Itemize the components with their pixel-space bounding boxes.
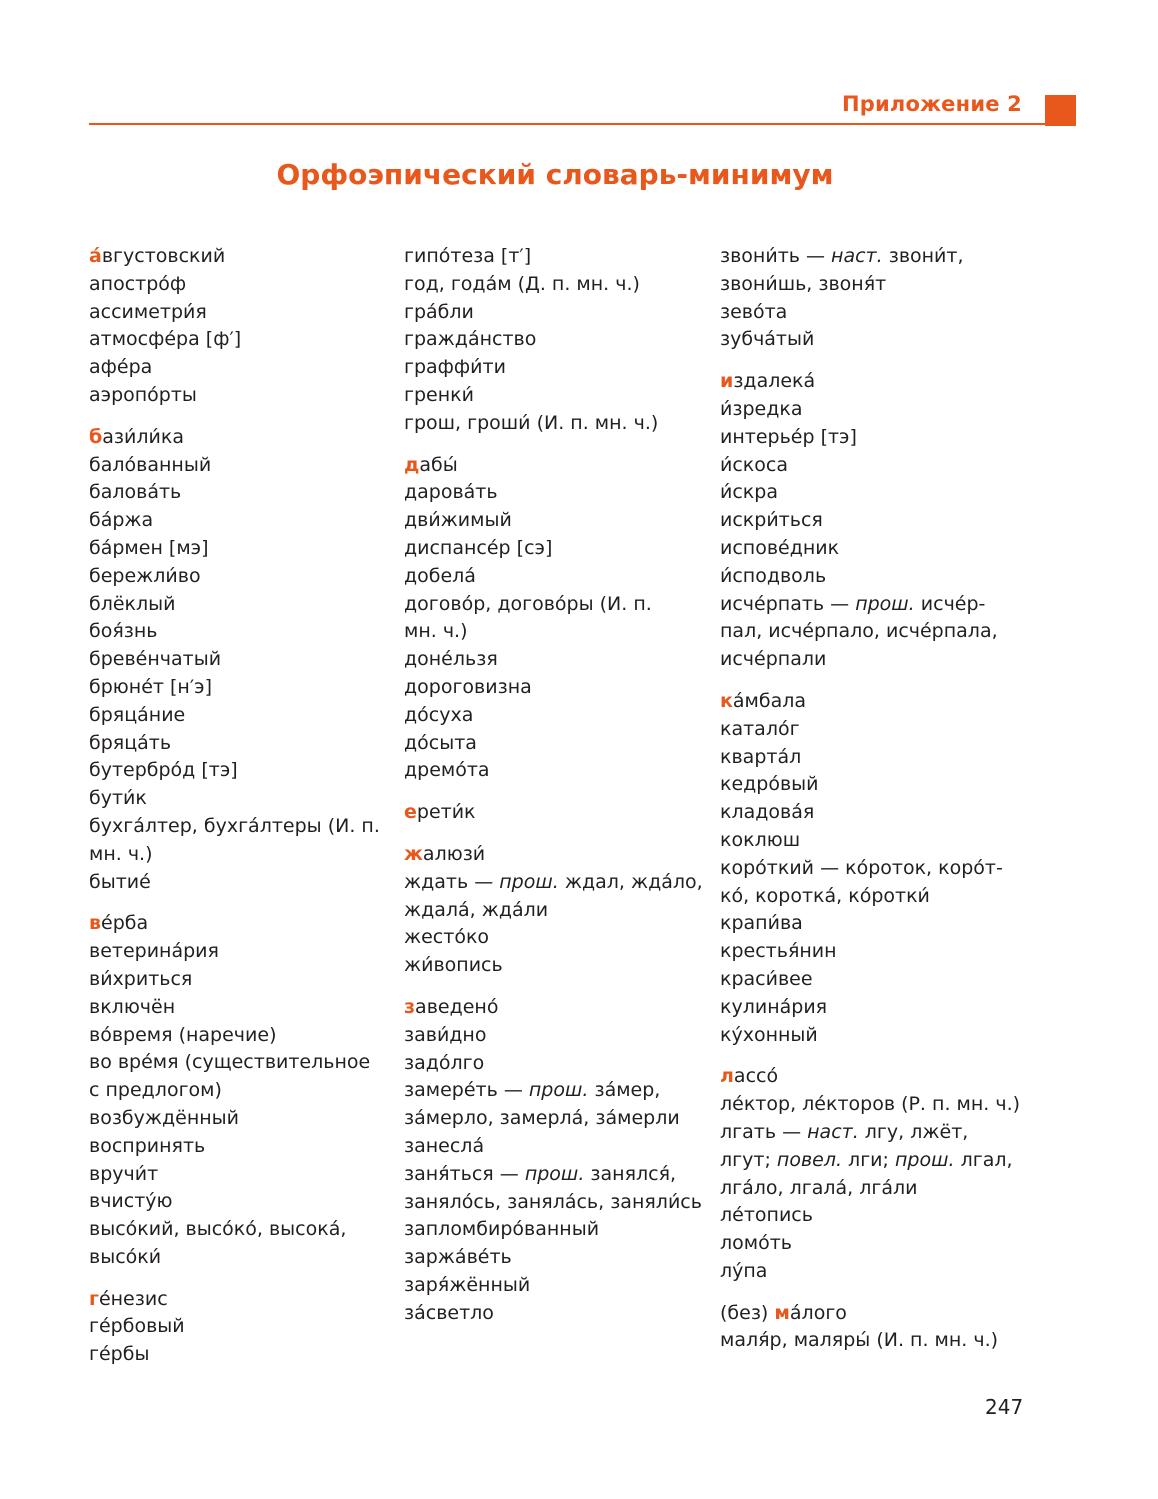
dictionary-entry [720,1202,1040,1230]
initial-letter: ж [404,842,423,865]
entry-text: вгустовский [101,245,226,267]
entry-text: возбуждённый [89,1106,240,1129]
entry-text: атмосфéра [ф′] [89,328,242,351]
dictionary-entry [89,841,409,869]
dictionary-entry [720,618,1040,646]
dictionary-entry [404,326,724,354]
entry-text: пал, исчéрпало, исчéрпала, [720,620,998,643]
dictionary-entry [720,271,1040,299]
dictionary-entry [404,591,724,619]
initial-letter: з [404,995,416,1018]
dictionary-entry [404,1050,724,1078]
entry-text: высóки́ [89,1245,162,1268]
letter-group [89,243,409,410]
dictionary-entry [89,1077,409,1105]
entry-text: звони́шь, звоня́т [720,272,887,295]
entry-text: ви́хриться [89,967,193,990]
dictionary-entry [720,507,1040,535]
entry-text: вóвремя (наречие) [89,1023,277,1046]
entry-text: каталóг [720,717,800,740]
dictionary-entry [89,1133,409,1161]
dictionary-entry [720,1300,1040,1328]
entry-text: кладовáя [720,801,815,824]
dictionary-entry [404,994,724,1022]
entry-text: заржáвéть [404,1246,512,1269]
dictionary-entry [720,535,1040,563]
dictionary-entry [89,1341,409,1369]
entry-text: ассó [733,1065,779,1088]
dictionary-entry [89,326,409,354]
dictionary-entry [89,299,409,327]
dictionary-entry [720,716,1040,744]
entry-text: гипóтеза [т′] [404,245,532,267]
entry-text: договóр, договóры (И. п. [404,592,652,615]
initial-letter: и [720,370,734,393]
dictionary-entry [720,1022,1040,1050]
dictionary-entry [720,368,1040,396]
dictionary-entry [89,1188,409,1216]
entry-text: грáбли [404,300,474,323]
entry-text: исчéрпали [720,648,827,671]
entry-text: бухгáлтер, бухгáлтеры (И. п. [89,814,380,837]
dictionary-entry [404,1077,724,1105]
dictionary-entry [720,771,1040,799]
dictionary-entry [720,452,1040,480]
entry-text: заря́жённый [404,1273,531,1296]
entry-text: высóкий, высóкó, высокá, [89,1218,347,1241]
dictionary-column-3 [720,243,1040,1369]
entry-text: добелá [404,564,476,587]
dictionary-entry [720,966,1040,994]
dictionary-entry [89,507,409,535]
dictionary-column-2 [404,243,724,1341]
dictionary-entry [404,1244,724,1272]
entry-text: лгут; повел. лги; прош. лгал, [720,1148,1013,1171]
dictionary-entry [404,243,724,271]
page-number: 247 [985,1395,1024,1419]
dictionary-entry [720,396,1040,424]
entry-text: дороговизна [404,675,532,698]
entry-text: исчéрпать — прош. исчéр- [720,592,986,615]
entry-text: лýпа [720,1259,768,1282]
dictionary-entry [89,646,409,674]
dictionary-entry [404,1022,724,1050]
page-title: Орфоэпический словарь-минимум [276,158,834,191]
entry-text: коклюш [720,828,801,851]
entry-text: запломбирóванный [404,1218,600,1241]
entry-text: блёклый [89,592,176,615]
dictionary-entry [404,271,724,299]
dictionary-entry [720,855,1040,883]
dictionary-entry [720,646,1040,674]
letter-group [720,1300,1040,1356]
entry-text: донéльзя [404,648,498,671]
entry-text: кедрóвый [720,773,819,796]
entry-text: áмбала [732,689,807,712]
entry-text: зави́дно [404,1023,487,1046]
dictionary-entry [89,382,409,410]
dictionary-entry [720,591,1040,619]
dictionary-entry [89,1216,409,1244]
dictionary-entry [89,1049,409,1077]
letter-group [89,424,409,897]
dictionary-entry [89,271,409,299]
dictionary-entry [404,299,724,327]
dictionary-entry [404,702,724,730]
entry-text: крестья́нин [720,940,837,963]
entry-text: бряцáть [89,731,172,754]
dictionary-entry [720,424,1040,452]
letter-group [720,688,1040,1049]
dictionary-entry [720,994,1040,1022]
entry-text: и́сподволь [720,564,827,587]
dictionary-entry [89,702,409,730]
entry-text: алюзи́ [422,842,486,865]
dictionary-entry [89,869,409,897]
dictionary-entry [89,535,409,563]
entry-text: бути́к [89,787,147,810]
entry-text: зубчáтый [720,328,815,351]
entry-text: ломóть [720,1232,792,1255]
dictionary-entry [720,744,1040,772]
dictionary-entry [89,938,409,966]
entry-text: включён [89,995,176,1018]
entry-text: брюнéт [н′э] [89,675,212,698]
dictionary-entry [720,299,1040,327]
entry-text: звони́ть — наст. звони́т, [720,245,964,267]
dictionary-entry [89,618,409,646]
entry-text: вручи́т [89,1162,159,1185]
entry-prefix: (без) [720,1301,775,1324]
dictionary-entry [89,563,409,591]
entry-text: жестóко [404,926,490,949]
entry-text: баловáть [89,481,182,504]
entry-text: бытиé [89,870,151,893]
entry-text: воспринять [89,1134,206,1157]
entry-text: даровáть [404,481,498,504]
letter-group [89,910,409,1271]
entry-text: краси́вее [720,967,813,990]
dictionary-entry [89,994,409,1022]
letter-group [404,799,724,827]
entry-text: кó, короткá, кóротки́ [720,884,930,907]
entry-text: и́зредка [720,397,803,420]
dictionary-entry [89,591,409,619]
entry-text: ждалá, ждáли [404,898,549,921]
entry-text: зáсветло [404,1301,494,1324]
entry-text: корóткий — кóроток, корóт- [720,856,1003,879]
entry-text: квартáл [720,745,802,768]
dictionary-entry [404,841,724,869]
entry-text: с предлогом) [89,1079,222,1102]
dictionary-entry [89,730,409,758]
dictionary-entry [720,688,1040,716]
entry-text: дви́жимый [404,509,512,532]
entry-text: вчисту́ю [89,1190,173,1213]
dictionary-entry [404,507,724,535]
entry-text: апострóф [89,272,187,295]
dictionary-entry [720,1175,1040,1203]
dictionary-entry [89,452,409,480]
dictionary-entry [89,479,409,507]
dictionary-entry [404,646,724,674]
dictionary-entry [89,785,409,813]
dictionary-entry [89,1161,409,1189]
entry-text: во врéмя (существительное [89,1051,371,1074]
dictionary-entry [404,479,724,507]
dictionary-entry [404,757,724,785]
entry-text: маля́р, маляры́ (И. п. мн. ч.) [720,1329,999,1352]
dictionary-entry [404,799,724,827]
entry-text: ветеринáрия [89,940,219,963]
header-rule [89,123,1076,125]
initial-letter: к [720,689,733,712]
entry-text: абы́ [419,453,458,476]
dictionary-entry [404,535,724,563]
dictionary-entry [404,924,724,952]
entry-text: ассиметри́я [89,300,207,323]
dictionary-entry [89,1286,409,1314]
dictionary-entry [720,1091,1040,1119]
dictionary-entry [89,424,409,452]
entry-text: бревéнчатый [89,648,222,671]
entry-text: аведенó [415,995,499,1018]
dictionary-entry [404,1161,724,1189]
entry-text: боя́знь [89,620,158,643]
dictionary-entry [404,1189,724,1217]
initial-letter: е [404,801,417,824]
dictionary-entry [404,897,724,925]
appendix-label: Приложение 2 [841,92,1022,116]
initial-letter: в [89,912,102,935]
dictionary-entry [404,674,724,702]
dictionary-entry [404,452,724,480]
entry-text: искри́ться [720,509,823,532]
entry-text: крапи́ва [720,912,803,935]
entry-text: éрба [101,912,149,935]
dictionary-entry [89,910,409,938]
entry-text: áлого [789,1301,847,1324]
entry-text: задóлго [404,1051,485,1074]
entry-text: лгать — наст. лгу, лжёт, [720,1120,969,1143]
entry-text: гренки́ [404,383,474,406]
entry-text: и́скра [720,481,778,504]
entry-text: зáмерло, замерлá, зáмерли [404,1107,680,1130]
dictionary-entry [89,1022,409,1050]
entry-text: éнезис [98,1287,168,1310]
entry-text: ждать — прош. ждал, ждáло, [404,870,703,893]
dictionary-entry [720,827,1040,855]
entry-text: граждáнство [404,328,537,351]
dictionary-entry [720,1063,1040,1091]
dictionary-entry [404,730,724,758]
entry-text: бряцáние [89,703,186,726]
letter-group [89,1286,409,1369]
entry-text: кулинáрия [720,995,828,1018]
letter-group [720,368,1040,674]
entry-text: мн. ч.) [404,620,468,643]
dictionary-entry [404,354,724,382]
dictionary-entry [404,869,724,897]
letter-group [404,243,724,438]
entry-text: лгáло, лгалá, лгáли [720,1176,918,1199]
entry-text: лéктор, лéкторов (Р. п. мн. ч.) [720,1093,1021,1116]
entry-text: занеслá [404,1134,485,1157]
letter-group [720,243,1040,354]
entry-text: дóсуха [404,703,474,726]
entry-text: мн. ч.) [89,842,153,865]
initial-letter: м [774,1301,790,1324]
dictionary-entry [404,1216,724,1244]
entry-text: дóсыта [404,731,477,754]
initial-letter: д [404,453,420,476]
dictionary-entry [404,1133,724,1161]
dictionary-entry [404,410,724,438]
entry-text: замерéть — прош. зáмер, [404,1079,661,1102]
dictionary-entry [404,563,724,591]
entry-text: диспансéр [сэ] [404,536,553,559]
entry-text: бережли́во [89,564,201,587]
dictionary-entry [404,1300,724,1328]
initial-letter: г [89,1287,99,1310]
dictionary-entry [720,1327,1040,1355]
appendix-marker [1045,95,1076,126]
dictionary-entry [720,799,1040,827]
entry-text: бáржа [89,509,154,532]
entry-text: бутербрóд [тэ] [89,759,238,782]
entry-text: афéра [89,356,153,379]
entry-text: бáрмен [мэ] [89,536,209,559]
initial-letter: á [89,245,102,267]
entry-text: балóванный [89,453,212,476]
entry-text: гéрбы [89,1343,150,1366]
dictionary-entry [89,757,409,785]
dictionary-entry [720,1119,1040,1147]
dictionary-entry [720,1258,1040,1286]
entry-text: и́скоса [720,453,788,476]
dictionary-entry [720,883,1040,911]
dictionary-entry [404,1272,724,1300]
initial-letter: л [720,1065,734,1088]
dictionary-column-1 [89,243,409,1383]
entry-text: грош, гроши́ (И. п. мн. ч.) [404,411,659,434]
dictionary-entry [720,1147,1040,1175]
dictionary-entry [720,1230,1040,1258]
dictionary-entry [404,382,724,410]
entry-text: граффи́ти [404,356,506,379]
entry-text: лéтопись [720,1204,813,1227]
dictionary-entry [89,1244,409,1272]
entry-text: рети́к [416,801,476,824]
dictionary-entry [720,910,1040,938]
entry-text: ази́ли́ка [102,425,184,448]
dictionary-entry [89,1105,409,1133]
entry-text: аэропóрты [89,383,197,406]
dictionary-entry [720,938,1040,966]
letter-group [404,841,724,980]
entry-text: здалекá [733,370,816,393]
entry-text: гéрбовый [89,1315,185,1338]
dictionary-entry [89,674,409,702]
dictionary-entry [720,479,1040,507]
entry-text: зевóта [720,300,788,323]
dictionary-entry [720,243,1040,271]
letter-group [720,1063,1040,1285]
dictionary-entry [89,243,409,271]
dictionary-entry [89,354,409,382]
entry-text: интерьéр [тэ] [720,425,857,448]
dictionary-entry [404,618,724,646]
dictionary-entry [89,966,409,994]
entry-text: кýхонный [720,1023,818,1046]
dictionary-entry [89,813,409,841]
initial-letter: б [89,425,103,448]
entry-text: занялóсь, занялáсь, заняли́сь [404,1190,702,1213]
entry-text: год, годáм (Д. п. мн. ч.) [404,272,640,295]
dictionary-entry [89,1313,409,1341]
dictionary-entry [720,326,1040,354]
letter-group [404,452,724,786]
entry-text: заня́ться — прош. занялся́, [404,1162,677,1185]
entry-text: дремóта [404,759,490,782]
letter-group [404,994,724,1328]
dictionary-entry [720,563,1040,591]
entry-text: жи́вопись [404,954,503,977]
entry-text: исповéдник [720,536,840,559]
dictionary-entry [404,952,724,980]
dictionary-entry [404,1105,724,1133]
